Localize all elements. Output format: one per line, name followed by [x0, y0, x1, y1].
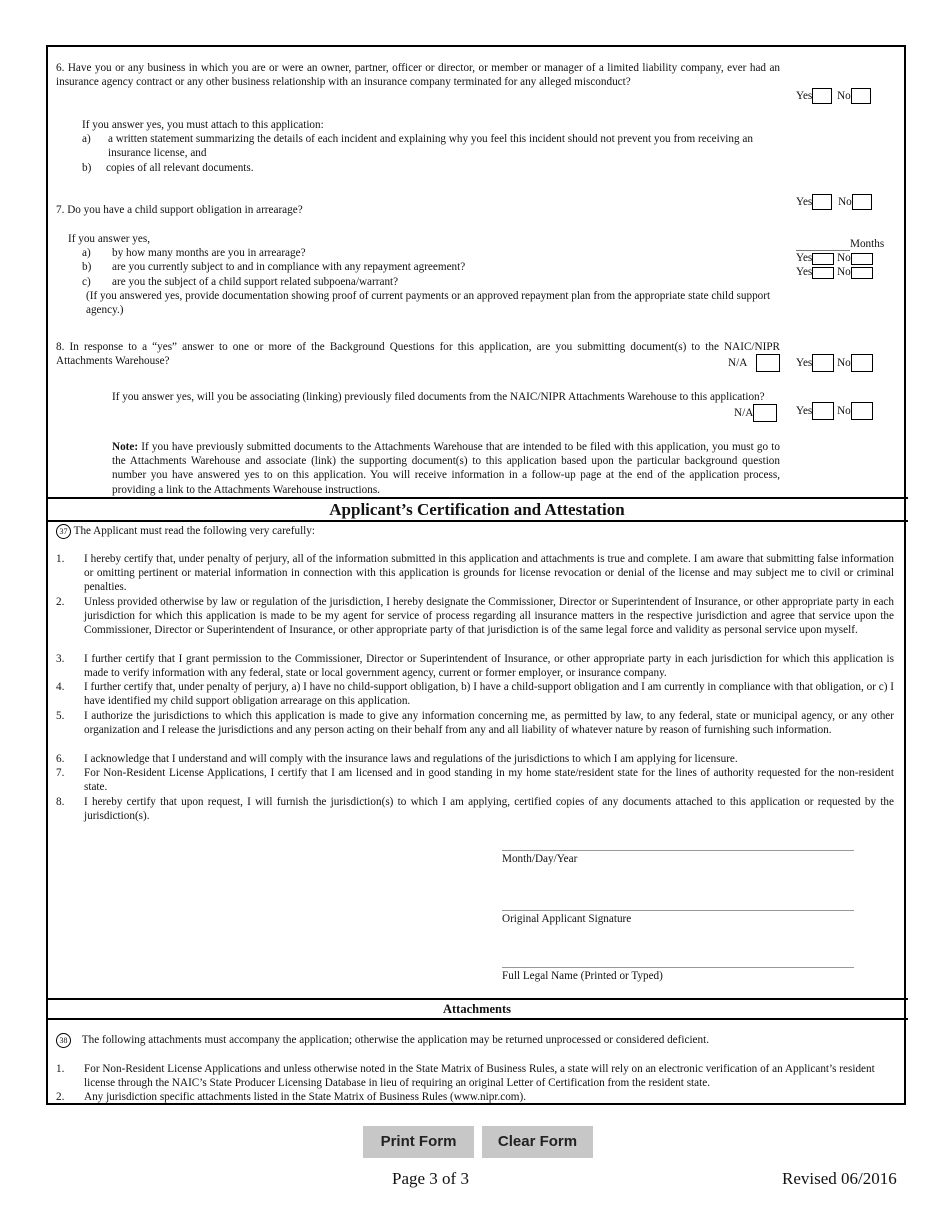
section-number-badge: 38	[56, 1033, 71, 1048]
attachments-intro	[56, 1033, 896, 1048]
item-number: 1.	[56, 553, 65, 565]
print-form-button[interactable]: Print Form	[363, 1126, 474, 1158]
q7-yes-checkbox[interactable]	[812, 194, 832, 210]
item-number: 2.	[56, 596, 65, 608]
q8-sub-no-checkbox[interactable]	[851, 402, 873, 420]
q8-sub-yes-checkbox[interactable]	[812, 402, 834, 420]
q6-a-text: a written statement summarizing the details of each incident and explaining why you feel this incident should not prevent you from receiving an insurance license, and	[108, 133, 753, 160]
q6-instr: If you answer yes, you must attach to this application:	[82, 119, 324, 131]
full-name-label: Full Legal Name (Printed or Typed)	[502, 970, 663, 982]
question-6-answer	[796, 88, 871, 104]
no-label: No	[837, 89, 851, 102]
item-text: I further certify that, under penalty of perjury, a) I have no child-support obligation, b) I have a child-support obligation and I am currently in compliance with that obligation, or c) I have identified my child support obligation arrearage on this application.	[84, 681, 894, 708]
q7-instr: If you answer yes,	[68, 233, 151, 245]
q7-b-label: b)	[82, 261, 92, 274]
attachments-intro-text: The following attachments must accompany the application; otherwise the application may be returned unprocessed or considered deficient.	[81, 1034, 710, 1047]
q7-a-label: a)	[82, 247, 91, 260]
certification-intro	[56, 524, 315, 539]
section-number-badge: 37	[56, 524, 71, 539]
q8-sub-na-checkbox[interactable]	[753, 404, 777, 422]
no-label: No	[838, 195, 852, 208]
question-8-note	[112, 440, 780, 497]
q7-c-text: are you the subject of a child support related subpoena/warrant?	[112, 275, 399, 288]
question-8-subquestion: If you answer yes, will you be associating (linking) previously filed documents from the NAIC/NIPR Attachments Warehouse to this application?	[112, 391, 765, 403]
attachment-item	[56, 1090, 894, 1104]
q7b-no-checkbox[interactable]	[851, 253, 873, 265]
item-number: 6.	[56, 753, 65, 765]
no-label: No	[837, 356, 851, 369]
item-text: For Non-Resident License Applications and unless otherwise noted in the State Matrix of Business Rules, a state will rely on an electronic verification of an Applicant’s resident license through the NAIC’s State Producer Licensing Database in lieu of requiring an original Letter of Certification from the resident state.	[84, 1063, 875, 1090]
no-label: No	[837, 266, 851, 278]
q7-a-text: by how many months are you in arrearage?	[112, 247, 306, 260]
na-label: N/A	[734, 406, 754, 419]
item-number: 7.	[56, 767, 65, 779]
item-text: Any jurisdiction specific attachments listed in the State Matrix of Business Rules (www.nipr.com).	[84, 1091, 527, 1103]
certification-intro-text: The Applicant must read the following very carefully:	[73, 525, 315, 538]
divider	[46, 520, 908, 522]
question-8-answer	[796, 354, 873, 372]
no-label: No	[837, 252, 851, 264]
q7-no-checkbox[interactable]	[852, 194, 872, 210]
item-text: I hereby certify that, under penalty of perjury, all of the information submitted in this application and attachments is true and complete. I am aware that submitting false information or omitting pertinent or material information in connection with this application is grounds for license revocation or denial of the license and may subject me to civil or criminal penalties.	[84, 553, 894, 594]
divider	[46, 998, 908, 1000]
certification-item	[56, 752, 894, 766]
item-text: Unless provided otherwise by law or regulation of the jurisdiction, I hereby designate the Commissioner, Director or Superintendent of Insurance, or other appropriate party in each jurisdiction for which this application is made to be my agent for service of process regarding all insurance matters in the respective jurisdiction and agree that service upon the Commissioner, Director or Superintendent of Insurance, or other appropriate party of that jurisdiction is of the same legal force and validity as personal service upon myself.	[84, 596, 894, 637]
item-number: 2.	[56, 1091, 65, 1103]
note-label: Note:	[112, 441, 139, 453]
certification-item	[56, 709, 894, 737]
question-7-text: 7. Do you have a child support obligation in arrearage?	[56, 204, 303, 216]
certification-item	[56, 552, 894, 595]
q7-months-field[interactable]	[796, 237, 890, 251]
q7-b-answer	[796, 252, 873, 265]
date-label: Month/Day/Year	[502, 853, 578, 865]
note-text: If you have previously submitted documents to the Attachments Warehouse that are intended to be filed with this application, you must go to the Attachments Warehouse and associate (link) the supporting document(s) to this application based upon the particular background question number you have answered yes to on this application. You will receive information in a follow-up page at the end of the application process, providing a link to the Attachments Warehouse instructions.	[112, 441, 780, 496]
question-7-answer	[796, 194, 872, 210]
certification-title: Applicant’s Certification and Attestation	[329, 500, 625, 519]
q7b-yes-checkbox[interactable]	[812, 253, 834, 265]
q8-na-answer	[728, 354, 780, 372]
q7c-yes-checkbox[interactable]	[812, 267, 834, 279]
q7-c-answer	[796, 266, 873, 279]
item-number: 1.	[56, 1063, 65, 1075]
certification-item	[56, 595, 894, 638]
months-label: Months	[850, 238, 885, 250]
q7c-no-checkbox[interactable]	[851, 267, 873, 279]
yes-label: Yes	[796, 252, 813, 264]
question-8-text: 8. In response to a “yes” answer to one or more of the Background Questions for this application, are you submitting document(s) to the NAIC/NIPR Attachments Warehouse?	[56, 341, 780, 368]
q7-c-label: c)	[82, 275, 91, 288]
question-7-instructions	[68, 232, 780, 317]
yes-label: Yes	[796, 89, 813, 102]
q6-yes-checkbox[interactable]	[812, 88, 832, 104]
yes-label: Yes	[796, 404, 813, 417]
item-number: 8.	[56, 796, 65, 808]
q6-b-text: copies of all relevant documents.	[106, 161, 254, 174]
question-6-text: 6. Have you or any business in which you are or were an owner, partner, officer or director, or member or manager of a limited liability company, ever had an insurance agency contract or any other business relationship with an insurance company terminated for any alleged misconduct?	[56, 62, 780, 89]
certification-item	[56, 652, 894, 680]
q6-b-label: b)	[82, 161, 92, 174]
item-number: 5.	[56, 710, 65, 722]
certification-item	[56, 680, 894, 708]
question-8-sub-answer	[796, 402, 873, 420]
no-label: No	[837, 404, 851, 417]
date-input-line[interactable]	[502, 850, 854, 851]
q8-no-checkbox[interactable]	[851, 354, 873, 372]
signature-label: Original Applicant Signature	[502, 913, 632, 925]
q7-b-text: are you currently subject to and in compliance with any repayment agreement?	[112, 261, 466, 274]
divider	[46, 497, 908, 499]
na-label: N/A	[728, 356, 748, 369]
q8-sub-na-answer	[734, 404, 777, 422]
certification-item	[56, 766, 894, 794]
attachments-title: Attachments	[442, 1002, 512, 1016]
revision-date: Revised 06/2016	[782, 1169, 897, 1188]
page-number: Page 3 of 3	[392, 1169, 469, 1188]
item-text: I hereby certify that upon request, I will furnish the jurisdiction(s) to which I am applying, certified copies of any documents attached to this application or requested by the jurisdiction(s).	[84, 796, 894, 823]
divider	[46, 1018, 908, 1020]
question-6-instructions	[82, 118, 772, 175]
q8-na-checkbox[interactable]	[756, 354, 780, 372]
item-text: I further certify that I grant permission to the Commissioner, Director or Superintendent of Insurance, or other appropriate party in each jurisdiction for which this application is made to verify information with any federal, state or local government agency, current or former employer, or insurance company.	[84, 653, 894, 680]
full-name-input-line[interactable]	[502, 967, 854, 968]
yes-label: Yes	[796, 356, 813, 369]
item-number: 3.	[56, 653, 65, 665]
q8-yes-checkbox[interactable]	[812, 354, 834, 372]
item-text: For Non-Resident License Applications, I certify that I am licensed and in good standing in my home state/resident state for the lines of authority requested for the non-resident state.	[84, 767, 894, 794]
q6-a-label: a)	[82, 133, 91, 146]
yes-label: Yes	[796, 266, 813, 278]
certification-item	[56, 795, 894, 823]
yes-label: Yes	[796, 195, 813, 208]
item-text: I acknowledge that I understand and will comply with the insurance laws and regulations of the jurisdictions to which I am applying for licensure.	[84, 753, 738, 765]
attachment-item	[56, 1062, 894, 1090]
item-text: I authorize the jurisdictions to which this application is made to give any information concerning me, as permitted by law, to any federal, state or municipal agency, or any other organization and I release the jurisdictions and any person acting on their behalf from any and all liability of whatever nature by reason of furnishing such information.	[84, 710, 894, 737]
q7-note: (If you answered yes, provide documentation showing proof of current payments or an approved repayment plan from the appropriate state child support agency.)	[86, 289, 771, 317]
signature-input-line[interactable]	[502, 910, 854, 911]
item-number: 4.	[56, 681, 65, 693]
q6-no-checkbox[interactable]	[851, 88, 871, 104]
months-input-line[interactable]	[796, 239, 850, 251]
clear-form-button[interactable]: Clear Form	[482, 1126, 593, 1158]
